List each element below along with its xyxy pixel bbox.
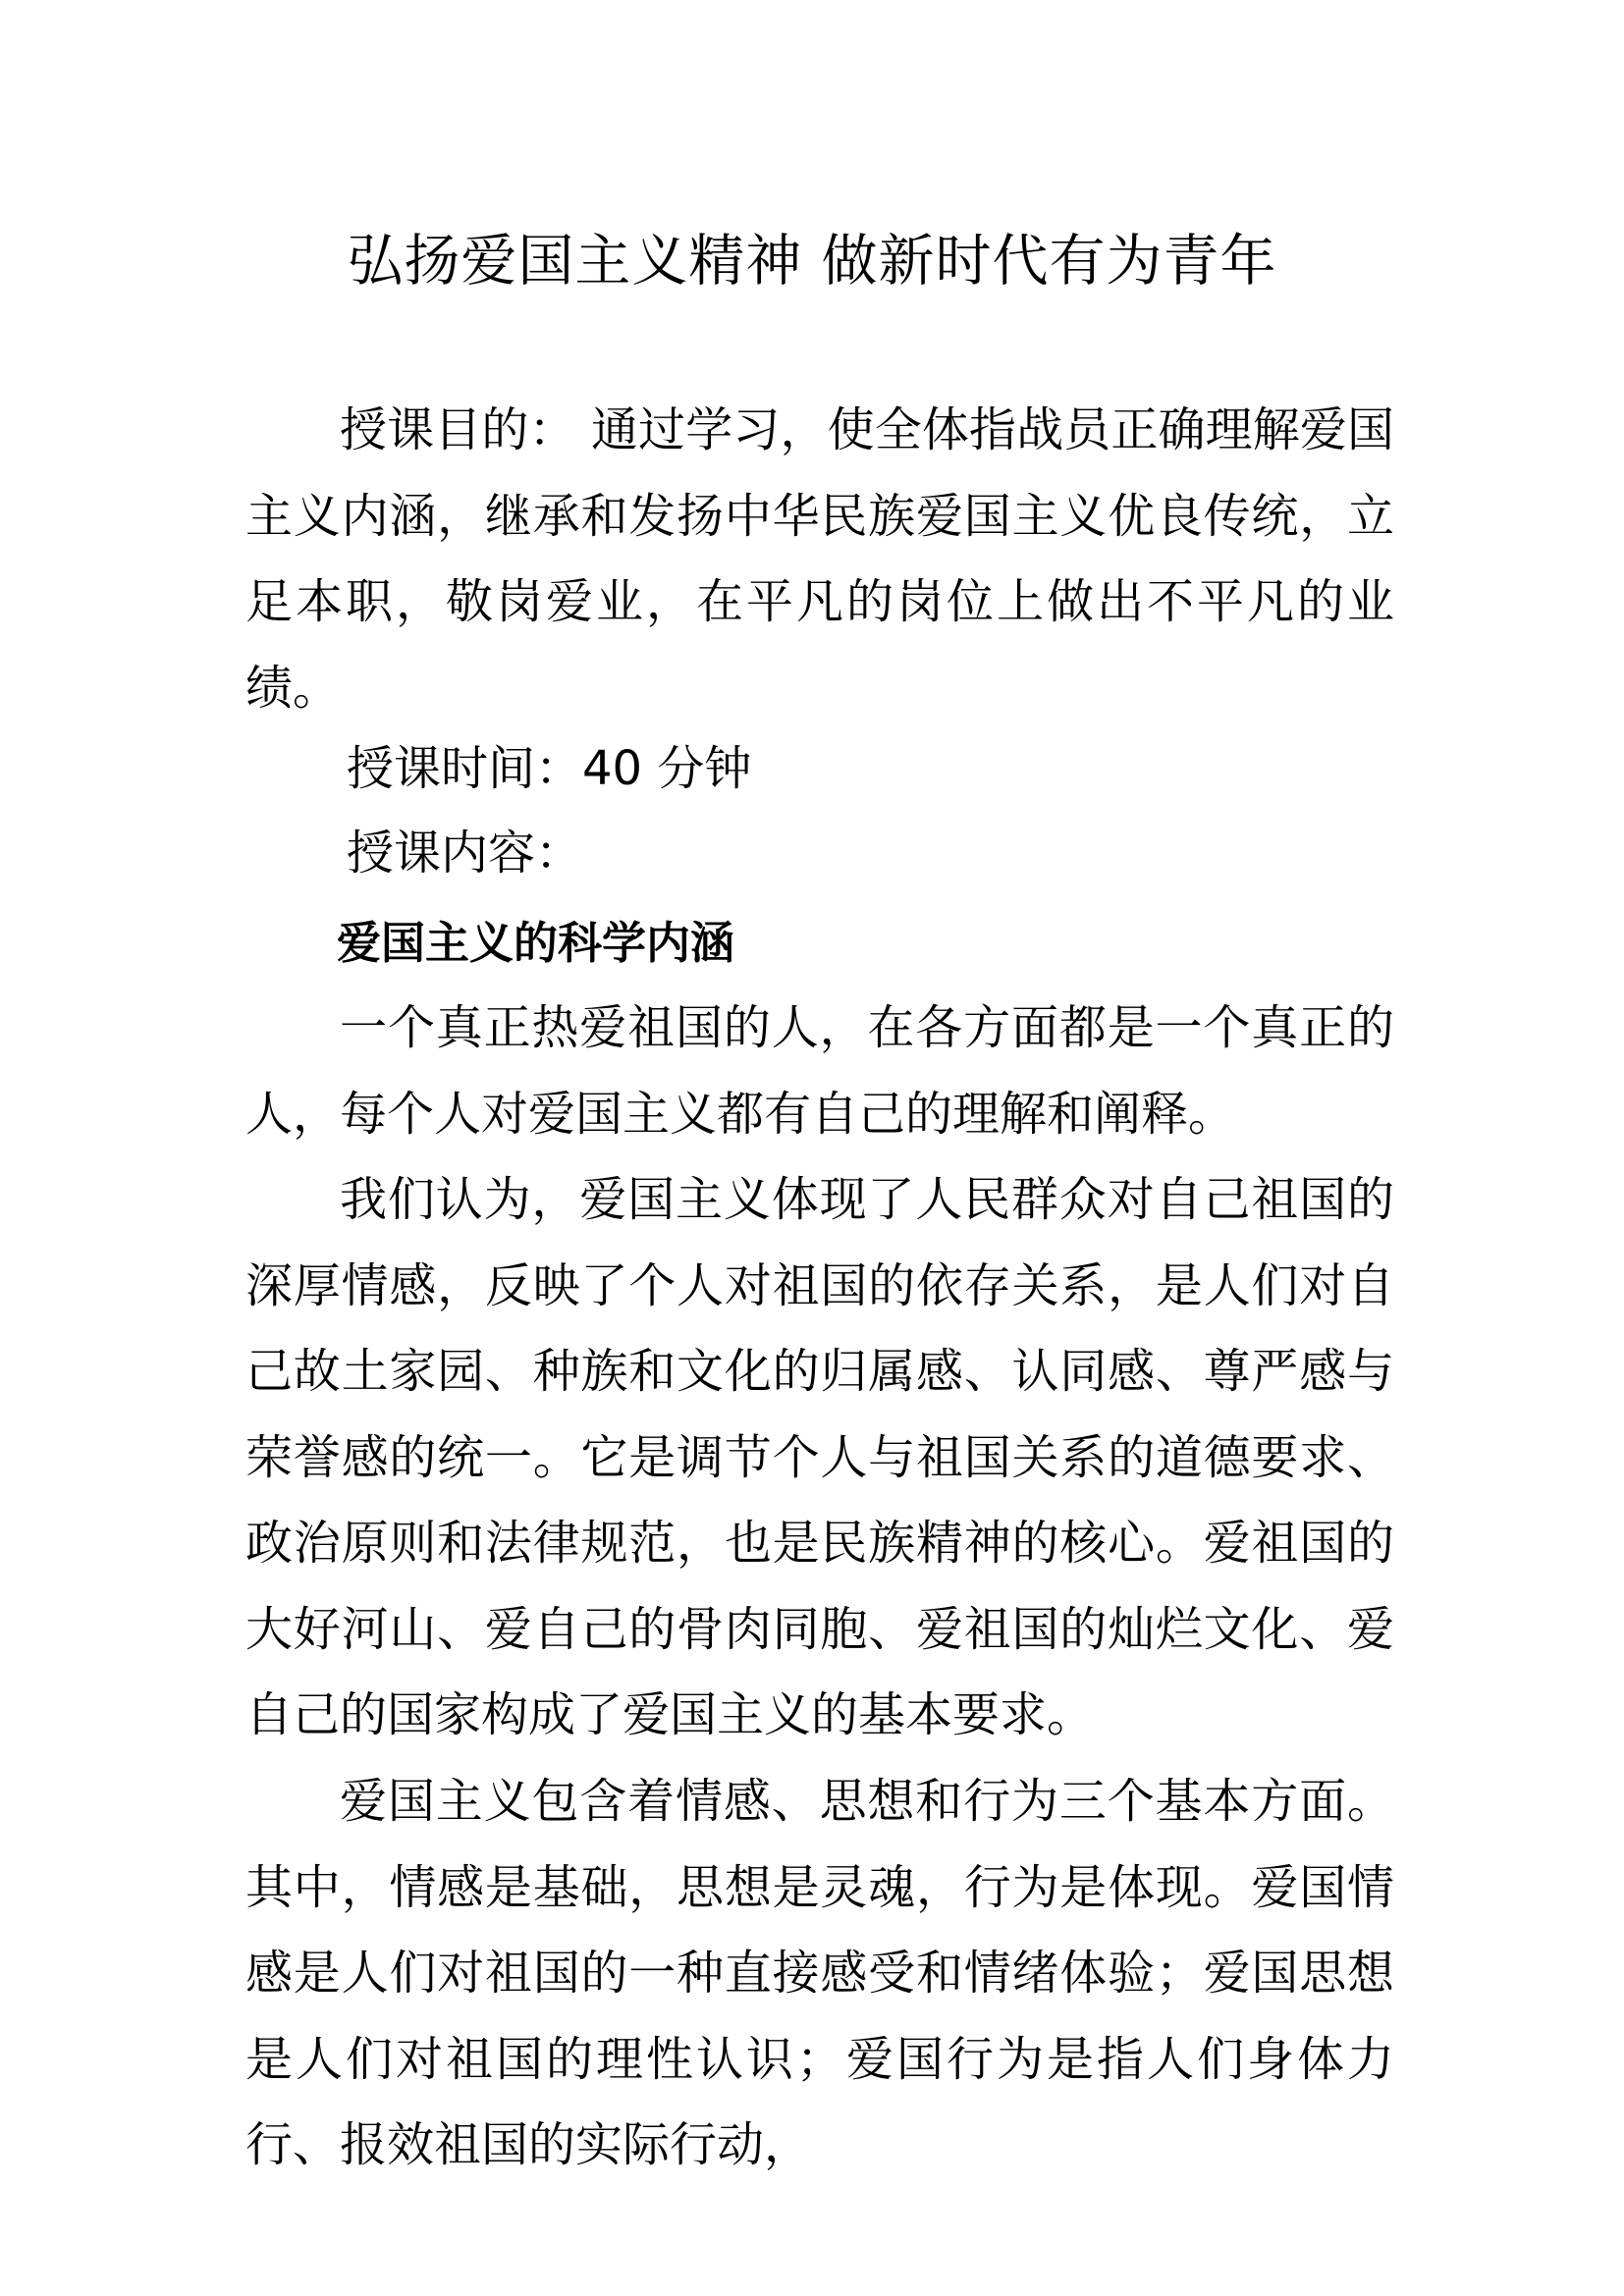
paragraph-3: 爱国主义包含着情感、思想和行为三个基本方面。其中，情感是基础，思想是灵魂，行为是体现。爱国情感是人们对祖国的一种直接感受和情绪体验；爱国思想是人们对祖国的理性认识；爱国行为是指人们身体力行、报效祖国的实际行动，	[245, 1774, 1394, 2172]
section-heading: 爱国主义的科学内涵	[337, 917, 735, 969]
paragraph-1: 一个真正热爱祖国的人，在各方面都是一个真正的人，每个人对爱国主义都有自己的理解和阐释。	[245, 1000, 1394, 1142]
time-line: 授课时间：40 分钟	[347, 741, 752, 796]
purpose-paragraph: 授课目的： 通过学习，使全体指战员正确理解爱国主义内涵，继承和发扬中华民族爱国主义优良传统，立足本职，敬岗爱业，在平凡的岗位上做出不平凡的业绩。	[245, 402, 1394, 716]
content-line: 授课内容：	[347, 826, 583, 881]
document-title: 弘扬爱国主义精神 做新时代有为青年	[347, 229, 1277, 294]
paragraph-2: 我们认为，爱国主义体现了人民群众对自己祖国的深厚情感，反映了个人对祖国的依存关系，是人们对自己故土家园、种族和文化的归属感、认同感、尊严感与荣誉感的统一。它是调节个人与祖国关系的道德要求、政治原则和法律规范，也是民族精神的核心。爱祖国的大好河山、爱自己的骨肉同胞、爱祖国的灿烂文化、爱自己的国家构成了爱国主义的基本要求。	[245, 1172, 1394, 1742]
